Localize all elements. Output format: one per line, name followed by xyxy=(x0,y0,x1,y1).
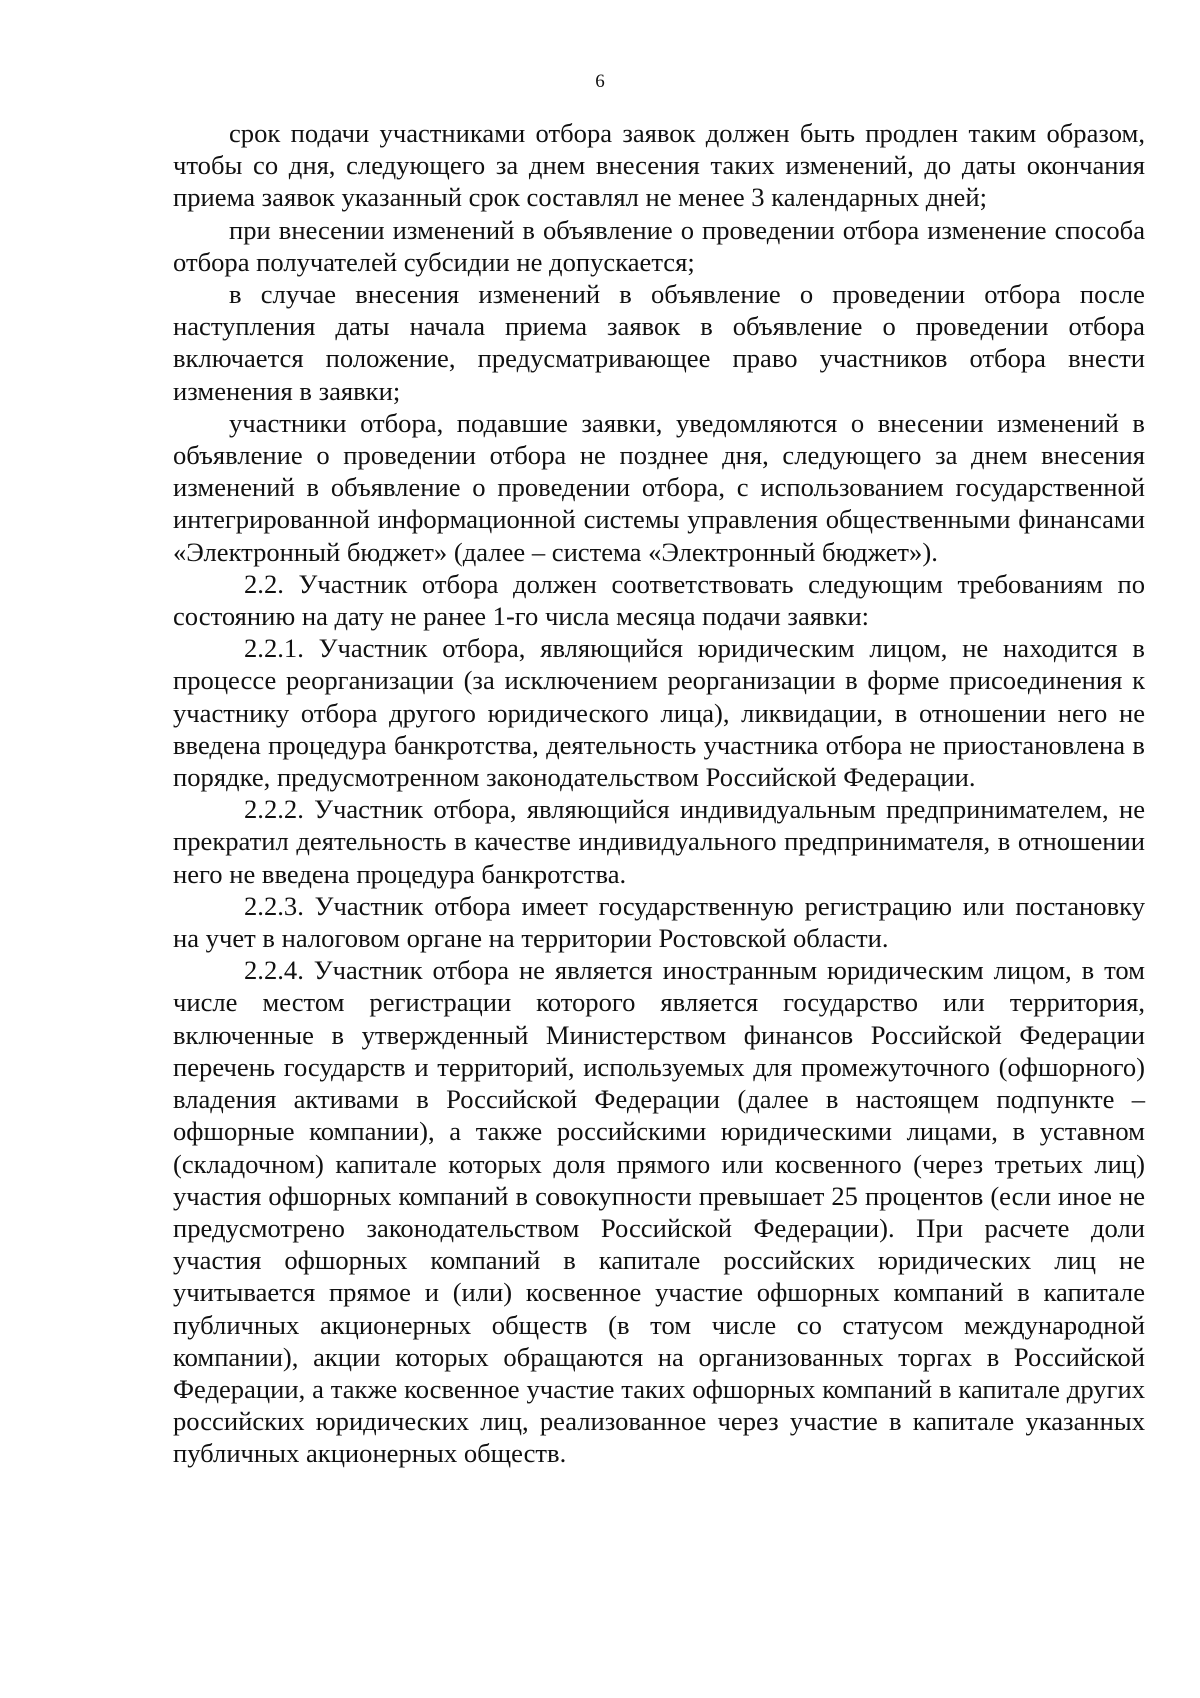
paragraph-2-2-4-offshore: 2.2.4. Участник отбора не является иностранным юридическим лицом, в том числе местом регистрации которого является государство или территория, включенные в утвержденный Министерством финансов Российской Федерации перечень государств и территорий, используемых для промежуточного (офшорного) владения активами в Российской Федерации (далее в настоящем подпункте – офшорные компании), а также российскими юридическими лицами, в уставном (складочном) капитале которых доля прямого или косвенного (через третьих лиц) участия офшорных компаний в совокупности превышает 25 процентов (если иное не предусмотрено законодательством Российской Федерации). При расчете доли участия офшорных компаний в капитале российских юридических лиц не учитывается прямое и (или) косвенное участие офшорных компаний в капитале публичных акционерных обществ (в том числе со статусом международной компании), акции которых обращаются на организованных торгах в Российской Федерации, а также косвенное участие таких офшорных компаний в капитале других российских юридических лиц, реализованное через участие в капитале указанных публичных акционерных обществ. xyxy=(173,955,1145,1469)
paragraph-selection-method: при внесении изменений в объявление о проведении отбора изменение способа отбора получателей субсидии не допускается; xyxy=(173,214,1145,277)
paragraph-2-2-requirements: 2.2. Участник отбора должен соответствовать следующим требованиям по состоянию на дату не ранее 1-го числа месяца подачи заявки: xyxy=(173,568,1145,632)
paragraph-application-changes: в случае внесения изменений в объявление о проведении отбора после наступления даты начала приема заявок в объявление о проведении отбора включается положение, предусматривающее право участников отбора внести изменения в заявки; xyxy=(173,279,1145,406)
document-body xyxy=(173,117,1145,1470)
paragraph-participant-notification: участники отбора, подавшие заявки, уведомляются о внесении изменений в объявление о проведении отбора не позднее дня, следующего за днем внесения изменений в объявление о проведении отбора, с использованием государственной интегрированной информационной системы управления общественными финансами «Электронный бюджет» (далее – система «Электронный бюджет»). xyxy=(173,407,1145,567)
paragraph-deadline-extension: срок подачи участниками отбора заявок должен быть продлен таким образом, чтобы со дня, следующего за днем внесения таких изменений, до даты окончания приема заявок указанный срок составлял не менее 3 календарных дней; xyxy=(173,118,1145,213)
paragraph-2-2-3-registration: 2.2.3. Участник отбора имеет государственную регистрацию или постановку на учет в налоговом органе на территории Ростовской области. xyxy=(173,890,1145,954)
paragraph-2-2-1-legal-entity: 2.2.1. Участник отбора, являющийся юридическим лицом, не находится в процессе реорганизации (за исключением реорганизации в форме присоединения к участнику отбора другого юридического лица), ликвидации, в отношении него не введена процедура банкротства, деятельность участника отбора не приостановлена в порядке, предусмотренном законодательством Российской Федерации. xyxy=(173,633,1145,793)
paragraph-2-2-2-entrepreneur: 2.2.2. Участник отбора, являющийся индивидуальным предпринимателем, не прекратил деятельность в качестве индивидуального предпринимателя, в отношении него не введена процедура банкротства. xyxy=(173,794,1145,889)
page-number: 6 xyxy=(595,71,605,92)
